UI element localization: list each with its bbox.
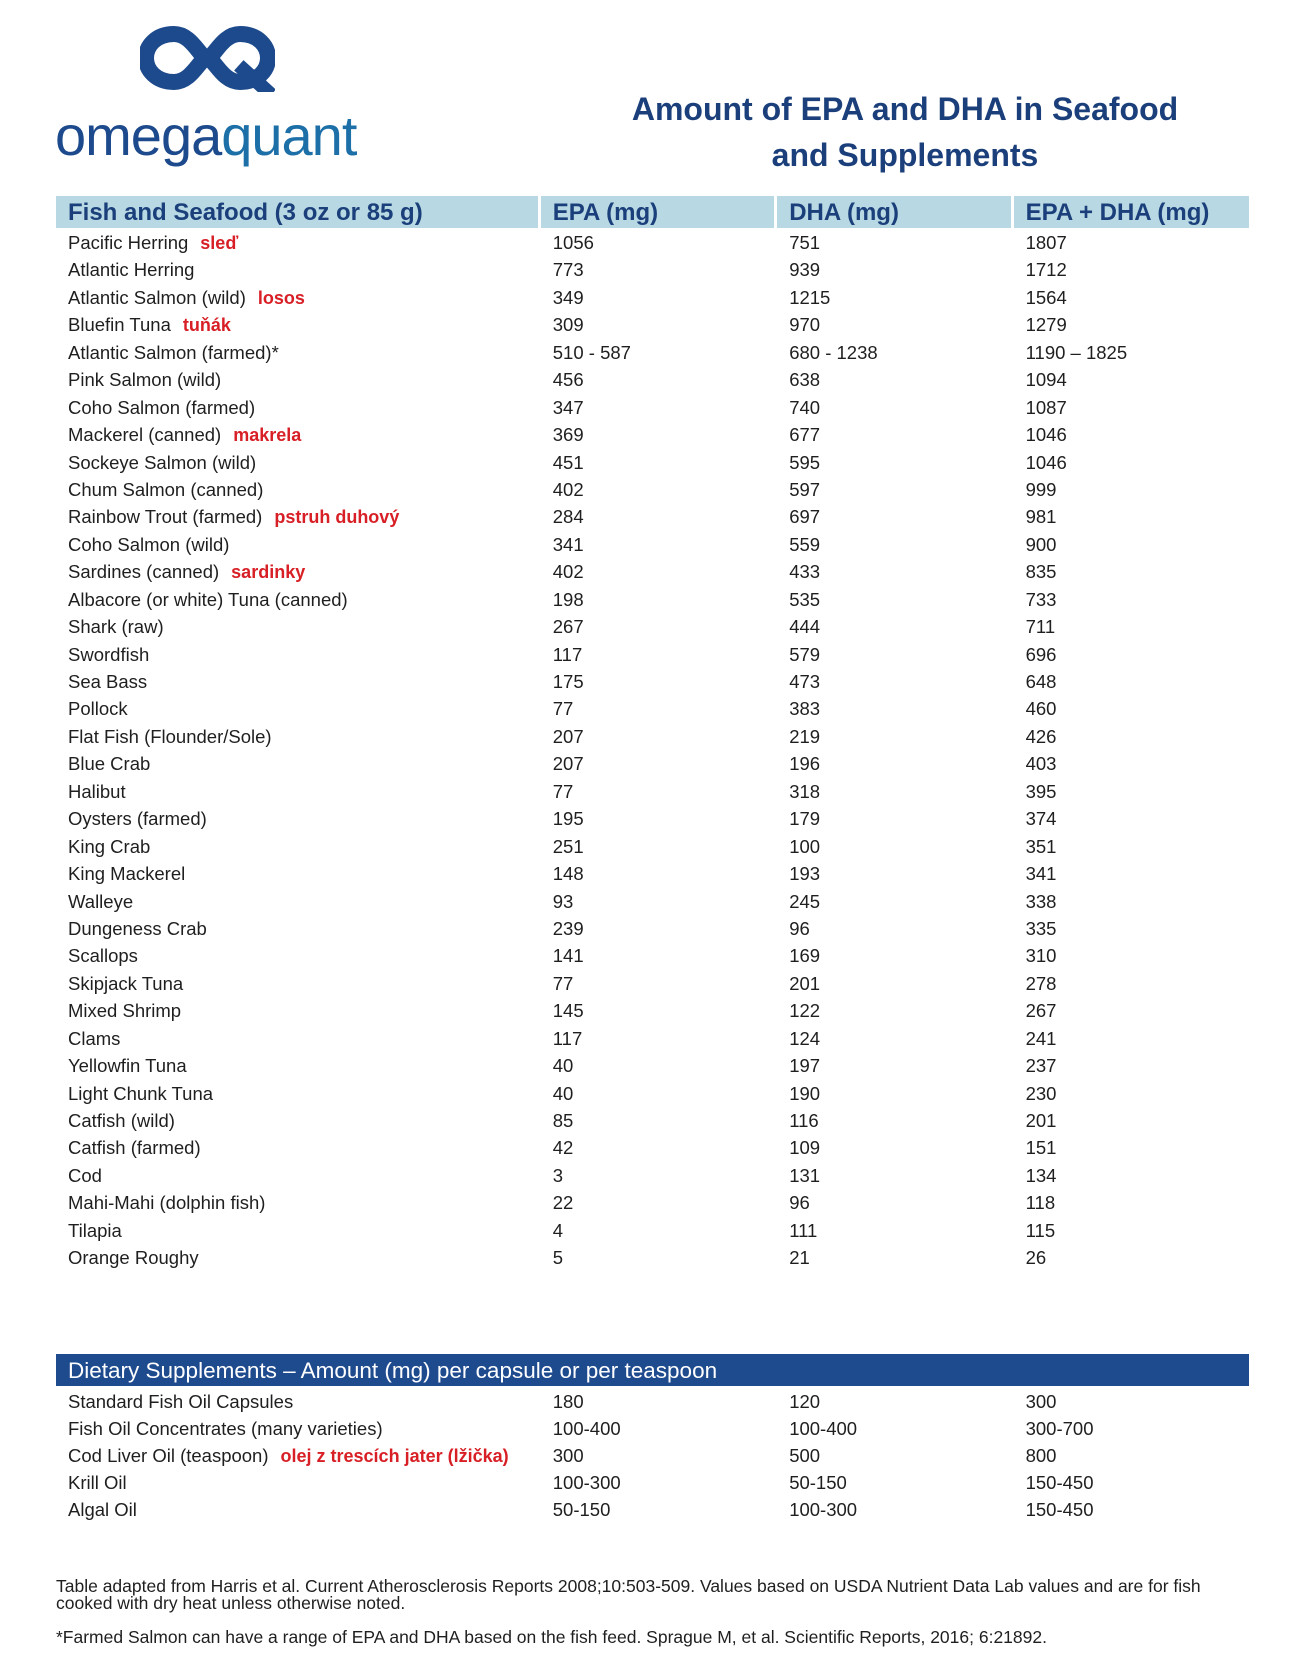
dha-value: 21: [789, 1247, 810, 1269]
dha-value: 96: [789, 1192, 810, 1214]
row-name-cell: [56, 1080, 538, 1107]
dha-value: 751: [789, 232, 821, 253]
epa-value: 117: [552, 643, 583, 665]
row-name-cell: [56, 1052, 538, 1079]
total-value: 1279: [1025, 314, 1067, 336]
total-value: 237: [1025, 1055, 1057, 1077]
epa-value: 100-400: [552, 1418, 621, 1439]
dha-value: 109: [789, 1137, 821, 1159]
row-name: Cod Liver Oil (teaspoon): [68, 1445, 269, 1466]
total-value: 230: [1025, 1082, 1057, 1104]
total-value: 1190 – 1825: [1025, 341, 1128, 363]
table-row: [56, 229, 1249, 256]
epa-value: 369: [552, 424, 584, 446]
supplements-header: Dietary Supplements – Amount (mg) per capsule or per teaspoon: [56, 1354, 1249, 1386]
seafood-header-row: [56, 196, 1249, 228]
row-name-cell: [56, 641, 538, 668]
total-value: 150-450: [1025, 1472, 1094, 1493]
row-name: Sea Bass: [68, 671, 148, 692]
row-name: Pollock: [68, 698, 128, 720]
row-name: Mixed Shrimp: [68, 1000, 182, 1022]
dha-value: 190: [789, 1082, 821, 1104]
row-name: Rainbow Trout (farmed): [68, 506, 263, 528]
total-value: 300: [1025, 1391, 1057, 1412]
dha-value: 96: [789, 917, 810, 939]
row-name-cell: [56, 723, 538, 750]
row-name: Chum Salmon (canned): [68, 478, 264, 500]
row-name: Catfish (wild): [68, 1110, 175, 1131]
row-name: Clams: [68, 1027, 121, 1049]
table-row: [56, 284, 1249, 311]
dha-value: 939: [789, 259, 821, 281]
table-row: [56, 1052, 1249, 1079]
table-row: [56, 1189, 1249, 1216]
row-name-cell: [56, 1244, 538, 1271]
table-row: [56, 641, 1249, 668]
epa-value: 456: [552, 369, 584, 391]
table-row: [56, 366, 1249, 393]
row-name-cell: [56, 1025, 538, 1052]
row-name: King Crab: [68, 835, 151, 857]
dha-value: 100: [789, 835, 821, 857]
total-value: 351: [1025, 835, 1057, 857]
translation-note: makrela: [233, 425, 302, 446]
row-name-cell: [56, 1189, 538, 1216]
dha-value: 201: [789, 972, 821, 994]
row-name: Atlantic Salmon (wild): [68, 286, 246, 308]
translation-note: olej z trescích jater (lžička): [280, 1446, 509, 1466]
epa-value: 85: [552, 1110, 574, 1131]
epa-value: 451: [552, 451, 584, 473]
epa-value: 77: [552, 698, 574, 720]
epa-value: 773: [552, 259, 584, 281]
row-name: Fish Oil Concentrates (many varieties): [68, 1418, 383, 1439]
header-total: EPA + DHA (mg): [1014, 196, 1249, 228]
row-name: Coho Salmon (wild): [68, 533, 230, 555]
translation-note: sardinky: [231, 562, 306, 583]
total-value: 26: [1025, 1247, 1047, 1269]
table-row: [56, 531, 1249, 558]
dha-value: 124: [789, 1027, 821, 1049]
dha-value: 193: [789, 863, 821, 885]
translation-note: sleď: [200, 233, 239, 253]
row-name-cell: [56, 805, 538, 832]
epa-value: 195: [552, 808, 584, 830]
epa-value: 77: [552, 972, 574, 994]
row-name-cell: [56, 1388, 538, 1415]
dha-value: 597: [789, 478, 821, 500]
row-name: Albacore (or white) Tuna (canned): [68, 588, 348, 610]
table-row: [56, 1415, 1249, 1442]
epa-value: 510 - 587: [552, 341, 631, 363]
total-value: 835: [1025, 561, 1057, 583]
row-name: Scallops: [68, 945, 138, 967]
dha-value: 169: [789, 945, 821, 967]
row-name: Krill Oil: [68, 1472, 127, 1493]
table-row: [56, 805, 1249, 832]
total-value: 460: [1025, 698, 1057, 720]
table-row: [56, 1388, 1249, 1415]
row-name-cell: [56, 421, 538, 448]
row-name: Light Chunk Tuna: [68, 1082, 214, 1104]
epa-value: 309: [552, 314, 584, 336]
dha-value: 444: [789, 616, 821, 638]
dha-value: 595: [789, 451, 821, 473]
total-value: 1087: [1025, 396, 1067, 418]
row-name: Atlantic Herring: [68, 259, 195, 281]
row-name-cell: [56, 1217, 538, 1244]
row-name: Cod: [68, 1164, 102, 1186]
row-name-cell: [56, 888, 538, 915]
row-name-cell: [56, 1162, 538, 1189]
total-value: 696: [1025, 643, 1057, 665]
dha-value: 196: [789, 753, 821, 775]
total-value: 1564: [1025, 286, 1067, 308]
row-name-cell: [56, 778, 538, 805]
epa-value: 239: [552, 917, 584, 939]
total-value: 1094: [1025, 369, 1067, 391]
row-name: Tilapia: [68, 1219, 122, 1241]
epa-value: 148: [552, 863, 584, 885]
row-name-cell: [56, 997, 538, 1024]
total-value: 278: [1025, 972, 1057, 994]
total-value: 648: [1025, 671, 1057, 692]
row-name-cell: [56, 833, 538, 860]
epa-value: 50-150: [552, 1499, 611, 1520]
dha-value: 318: [789, 780, 821, 802]
dha-value: 197: [789, 1055, 821, 1077]
epa-value: 207: [552, 753, 584, 775]
table-row: [56, 1162, 1249, 1189]
total-value: 403: [1025, 753, 1057, 775]
source-note: Table adapted from Harris et al. Current Atherosclerosis Reports 2008;10:503-509. Values based on USDA Nutrient Data Lab values and are for fish cooked with dry heat unless otherwise noted.: [56, 1576, 1201, 1613]
row-name-cell: [56, 1469, 538, 1496]
total-value: 300-700: [1025, 1418, 1094, 1439]
dha-value: 740: [789, 396, 821, 418]
total-value: 310: [1025, 945, 1057, 967]
row-name: Sockeye Salmon (wild): [68, 451, 257, 473]
seafood-rows: [56, 228, 1249, 1272]
dha-value: 100-300: [789, 1499, 858, 1520]
total-value: 341: [1025, 863, 1057, 885]
table-row: [56, 586, 1249, 613]
table-row: [56, 1469, 1249, 1496]
dha-value: 179: [789, 808, 821, 830]
supplements-rows: [56, 1386, 1249, 1523]
epa-value: 141: [552, 945, 584, 967]
total-value: 1046: [1025, 424, 1067, 446]
row-name-cell: [56, 503, 538, 530]
epa-value: 93: [552, 890, 574, 912]
seafood-table: [56, 196, 1249, 1272]
dha-value: 680 - 1238: [789, 341, 878, 363]
epa-value: 40: [552, 1082, 574, 1104]
translation-note: tuňák: [182, 315, 231, 336]
table-row: [56, 613, 1249, 640]
total-value: 241: [1025, 1027, 1057, 1049]
table-row: [56, 833, 1249, 860]
row-name-cell: [56, 668, 538, 695]
dha-value: 697: [789, 506, 821, 528]
table-row: [56, 476, 1249, 503]
header-epa: EPA (mg): [541, 196, 774, 228]
total-value: 115: [1025, 1219, 1056, 1241]
row-name-cell: [56, 942, 538, 969]
table-row: [56, 997, 1249, 1024]
total-value: 134: [1025, 1164, 1057, 1186]
epa-value: 77: [552, 780, 574, 802]
table-row: [56, 723, 1249, 750]
row-name: Pink Salmon (wild): [68, 369, 222, 391]
total-value: 335: [1025, 917, 1057, 939]
table-row: [56, 970, 1249, 997]
total-value: 338: [1025, 890, 1057, 912]
dha-value: 111: [789, 1219, 818, 1241]
table-row: [56, 503, 1249, 530]
table-row: [56, 778, 1249, 805]
translation-note: losos: [257, 287, 305, 308]
row-name-cell: [56, 366, 538, 393]
total-value: 150-450: [1025, 1499, 1094, 1520]
dha-value: 473: [789, 671, 821, 692]
row-name-cell: [56, 915, 538, 942]
epa-value: 251: [552, 835, 584, 857]
row-name-cell: [56, 229, 538, 256]
table-row: [56, 915, 1249, 942]
epa-value: 22: [552, 1192, 574, 1214]
dha-value: 122: [789, 1000, 821, 1022]
dha-value: 100-400: [789, 1418, 858, 1439]
row-name-cell: [56, 613, 538, 640]
row-name: Pacific Herring: [68, 232, 189, 253]
row-name: Walleye: [68, 890, 134, 912]
table-row: [56, 311, 1249, 338]
row-name-cell: [56, 1496, 538, 1523]
dha-value: 535: [789, 588, 821, 610]
row-name-cell: [56, 284, 538, 311]
total-value: 151: [1025, 1137, 1057, 1159]
row-name: Catfish (farmed): [68, 1137, 201, 1159]
dha-value: 116: [789, 1110, 819, 1131]
row-name-cell: [56, 531, 538, 558]
epa-value: 40: [552, 1055, 574, 1077]
dha-value: 120: [789, 1391, 821, 1412]
epa-value: 198: [552, 588, 584, 610]
row-name: Oysters (farmed): [68, 808, 207, 830]
total-value: 900: [1025, 533, 1057, 555]
row-name: Dungeness Crab: [68, 917, 207, 939]
total-value: 733: [1025, 588, 1057, 610]
epa-value: 347: [552, 396, 584, 418]
table-row: [56, 449, 1249, 476]
total-value: 1046: [1025, 451, 1067, 473]
row-name: Blue Crab: [68, 753, 151, 775]
row-name: Flat Fish (Flounder/Sole): [68, 725, 272, 747]
row-name-cell: [56, 1442, 538, 1469]
epa-value: 42: [552, 1137, 574, 1159]
dha-value: 579: [789, 643, 821, 665]
dha-value: 219: [789, 725, 821, 747]
epa-value: 4: [552, 1219, 564, 1241]
dha-value: 970: [789, 314, 821, 336]
table-row: [56, 668, 1249, 695]
row-name-cell: [56, 1107, 538, 1134]
page-title: [585, 86, 1225, 178]
epa-value: 5: [552, 1247, 564, 1269]
total-value: 267: [1025, 1000, 1057, 1022]
table-row: [56, 750, 1249, 777]
row-name-cell: [56, 1415, 538, 1442]
table-row: [56, 558, 1249, 585]
row-name-cell: [56, 558, 538, 585]
header-fish: Fish and Seafood (3 oz or 85 g): [56, 196, 538, 228]
row-name: Atlantic Salmon (farmed)*: [68, 341, 279, 363]
epa-value: 117: [552, 1027, 583, 1049]
row-name: Swordfish: [68, 643, 150, 665]
header-dha: DHA (mg): [777, 196, 1010, 228]
total-value: 1712: [1025, 259, 1067, 281]
table-row: [56, 421, 1249, 448]
row-name: Bluefin Tuna: [68, 314, 171, 336]
table-row: [56, 1244, 1249, 1271]
row-name-cell: [56, 695, 538, 722]
epa-value: 402: [552, 478, 584, 500]
total-value: 981: [1025, 506, 1057, 528]
dha-value: 131: [789, 1164, 821, 1186]
total-value: 201: [1025, 1110, 1057, 1131]
table-row: [56, 888, 1249, 915]
row-name: Algal Oil: [68, 1499, 137, 1520]
epa-value: 349: [552, 286, 584, 308]
infinity-q-logo-icon: [140, 24, 275, 92]
dha-value: 638: [789, 369, 821, 391]
epa-value: 341: [552, 533, 584, 555]
epa-value: 267: [552, 616, 584, 638]
dha-value: 500: [789, 1445, 821, 1466]
epa-value: 1056: [552, 232, 594, 253]
dha-value: 50-150: [789, 1472, 847, 1493]
supplements-table: [56, 1354, 1249, 1523]
row-name: Mackerel (canned): [68, 424, 222, 446]
dha-value: 245: [789, 890, 821, 912]
row-name-cell: [56, 311, 538, 338]
table-row: [56, 860, 1249, 887]
total-value: 374: [1025, 808, 1057, 830]
total-value: 1807: [1025, 232, 1067, 253]
row-name-cell: [56, 1134, 538, 1161]
table-row: [56, 942, 1249, 969]
dha-value: 433: [789, 561, 821, 583]
row-name-cell: [56, 970, 538, 997]
total-value: 426: [1025, 725, 1057, 747]
total-value: 395: [1025, 780, 1057, 802]
table-row: [56, 256, 1249, 283]
row-name: Mahi-Mahi (dolphin fish): [68, 1192, 266, 1214]
epa-value: 284: [552, 506, 584, 528]
row-name: Yellowfin Tuna: [68, 1055, 187, 1077]
total-value: 999: [1025, 478, 1057, 500]
row-name-cell: [56, 476, 538, 503]
epa-value: 100-300: [552, 1472, 621, 1493]
epa-value: 207: [552, 725, 584, 747]
epa-value: 175: [552, 671, 584, 692]
epa-value: 300: [552, 1445, 584, 1466]
dha-value: 383: [789, 698, 821, 720]
epa-value: 180: [552, 1391, 584, 1412]
footnote: *Farmed Salmon can have a range of EPA and DHA based on the fish feed. Sprague M, et al. Scientific Reports, 2016; 6:21892.: [56, 1627, 1047, 1647]
logo-wordmark: omegaquant: [55, 104, 357, 167]
table-row: [56, 1496, 1249, 1523]
total-value: 800: [1025, 1445, 1057, 1466]
table-row: [56, 1442, 1249, 1469]
epa-value: 3: [552, 1164, 564, 1186]
row-name: Halibut: [68, 780, 126, 802]
dha-value: 1215: [789, 286, 831, 308]
omegaquant-logo: [55, 20, 385, 170]
row-name: Skipjack Tuna: [68, 972, 184, 994]
table-row: [56, 394, 1249, 421]
table-row: [56, 1217, 1249, 1244]
row-name-cell: [56, 750, 538, 777]
row-name-cell: [56, 256, 538, 283]
dha-value: 559: [789, 533, 821, 555]
total-value: 711: [1025, 616, 1056, 638]
row-name: Shark (raw): [68, 616, 164, 638]
table-row: [56, 1025, 1249, 1052]
row-name: Orange Roughy: [68, 1247, 199, 1269]
translation-note: pstruh duhový: [274, 507, 400, 528]
row-name: Sardines (canned): [68, 561, 220, 583]
row-name-cell: [56, 449, 538, 476]
table-row: [56, 1107, 1249, 1134]
row-name: Standard Fish Oil Capsules: [68, 1391, 294, 1412]
row-name-cell: [56, 586, 538, 613]
title-line-2: and Supplements: [771, 137, 1039, 173]
row-name-cell: [56, 339, 538, 366]
title-line-1: Amount of EPA and DHA in Seafood: [631, 91, 1179, 127]
table-row: [56, 1080, 1249, 1107]
dha-value: 677: [789, 424, 821, 446]
total-value: 118: [1025, 1192, 1056, 1214]
table-row: [56, 339, 1249, 366]
epa-value: 402: [552, 561, 584, 583]
row-name: King Mackerel: [68, 863, 186, 885]
row-name-cell: [56, 860, 538, 887]
row-name: Coho Salmon (farmed): [68, 396, 256, 418]
row-name-cell: [56, 394, 538, 421]
epa-value: 145: [552, 1000, 584, 1022]
table-row: [56, 1134, 1249, 1161]
table-row: [56, 695, 1249, 722]
